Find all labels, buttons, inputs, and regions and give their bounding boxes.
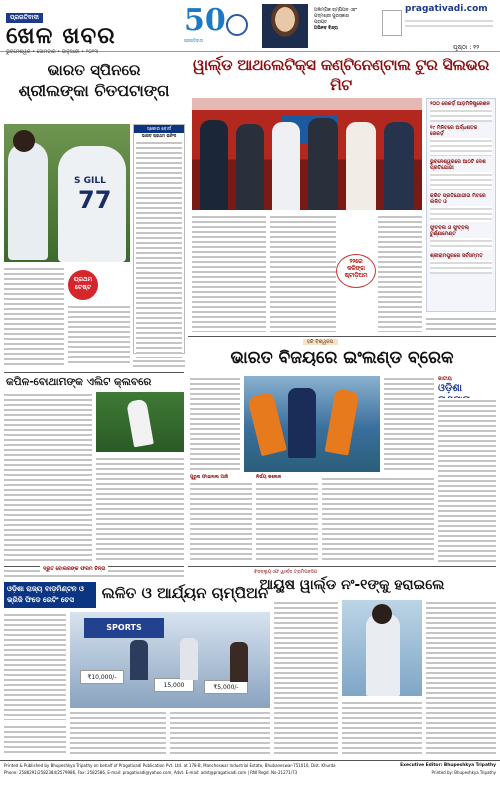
- sidebar-extra: [426, 316, 496, 332]
- lalit-story-col2: [70, 710, 166, 756]
- site-url[interactable]: pragativadi.com: [405, 4, 488, 14]
- mid-kicker-2: ନିର୍ଭୟ କଲେଜ: [256, 474, 318, 480]
- masthead: [0, 0, 500, 55]
- ad-caption: ଅଲିମ୍ପିକ ଚାମ୍ପିଅନ ଏବଂ ପଦ୍ମଶ୍ରୀ ପୁରସ୍କାର ପ୍ରାପ୍ତ ଅଭିନବ ବିନ୍ଦ୍ରା: [314, 8, 357, 31]
- executive-editor: Executive Editor: Bhupeshkya Tripathy: [400, 763, 496, 768]
- odisha-ghanta-story: [438, 398, 496, 562]
- digest-item: କ୍ରିଟ ପ୍ରତିଯୋଗୀତା ମିଟରେ ଲଳିତ ଓ: [430, 193, 486, 205]
- england-headline: ଭାରତ ବିଜୟରେ ଇଂଲଣ୍ଡ ବ୍ରେକ: [230, 348, 454, 368]
- prize-cheque: 15,000: [154, 678, 194, 692]
- jersey-number: 77: [78, 186, 112, 214]
- kalinga-callout: ୨୨ରେ କଳିଙ୍ଗ ଷ୍ଟାଡ଼ିଅମ: [336, 254, 376, 288]
- section-brand: [6, 4, 182, 55]
- fifty-number: 50: [184, 3, 226, 38]
- award-ceremony-photo: [70, 612, 270, 708]
- player-orange: [247, 392, 287, 457]
- hockey-kicker: ହକି ବିଶ୍ୱକପ: [303, 339, 338, 345]
- first-test-story-col1: [4, 266, 64, 366]
- spin-headline: ଭାରତ ସ୍ପିନରେ ଶ୍ରୀଲଙ୍କା ଚିତପଟାଙ୍ଗ: [18, 61, 170, 100]
- sports-hoarding: SPORTS: [84, 618, 164, 638]
- lalit-story-col3: [170, 710, 270, 756]
- jadeja-photo: [96, 392, 184, 452]
- printer-line: Printed by: Bhupeshkya Tripathy: [431, 770, 496, 775]
- athletics-story-col3: [378, 214, 422, 332]
- jersey-name: S GILL: [74, 176, 106, 186]
- zonal-kicker: ଜାତୀୟ: [438, 376, 452, 382]
- qr-code-icon: [382, 10, 402, 36]
- athletics-headline: ୱାର୍ଲ୍ଡ ଆଥଲେଟିକ୍ସ କଣ୍ଟିନେଣ୍ଟାଲ ଟୁର ସିଲଭର ମିଟ: [192, 56, 489, 94]
- digest-item: ୧୯ ମିନିଟରେ ଅର୍ଦ୍ଧଶତକ ରେକର୍ଡ଼: [430, 125, 478, 137]
- page-number: ପୃଷ୍ଠା : ୧୨: [453, 44, 480, 51]
- mid-story-col3: [322, 476, 434, 562]
- cricket-photo: [4, 124, 130, 262]
- odisha-chess-banner: ଓଡ଼ିଶା ରାଜ୍ୟ ବାଡ଼ମିଣ୍ଟନ ଓ ଭ୍ରିଜି ଫିଡେ ରେଟିଂ ଚେସ: [4, 582, 96, 608]
- ayush-story-col3: [426, 600, 496, 756]
- section-title: ଖେଳ ଖବର: [6, 23, 116, 49]
- ayush-headline: ଆୟୁଷ ୱାର୍ଲ୍ଡ ନଂ-୧ଙ୍କୁ ହରାଇଲେ: [259, 577, 445, 593]
- ad-portrait-photo: [262, 4, 308, 48]
- hockey-story-col1: [190, 376, 240, 472]
- lalit-story-col1: [4, 612, 66, 720]
- digest-item: ଫୁଟବଲ ଓ ଫୁଟ୍ବଲ୍ ଟୁର୍ଣ୍ଣାମେଣ୍ଟ: [430, 225, 469, 237]
- mid-kicker: ପୁରୁଷ ଫାଇନାଲ ଆଜି: [190, 474, 252, 480]
- player-figure-left: [8, 142, 48, 260]
- scorecard: ସ୍କୋର ବୋର୍ଡ ଭାରତ ପ୍ରଥମ ଇନିଂସ: [133, 124, 185, 354]
- bowler-kicker: ଦ୍ରୁତ ବୋଲରଙ୍କ ଫରମ ଚିନ୍ତା: [40, 566, 108, 572]
- news-digest-sidebar: [426, 98, 496, 312]
- athletics-story-col2: [270, 214, 336, 332]
- first-test-badge: ପ୍ରଥମ ଟେଷ୍ଟ: [68, 270, 98, 300]
- social-icons: [405, 18, 493, 30]
- ayush-story-col2: [342, 700, 422, 756]
- hockey-photo: [244, 376, 380, 472]
- mid-story-col1: [190, 476, 252, 562]
- kapil-story-col2: [96, 456, 184, 562]
- digest-item: ଭୁବନେଶ୍ୱରରେ ଆଠଟି ଦେଶ ପ୍ରତିଯୋଗୀ: [430, 159, 486, 171]
- hockey-story-col3: [384, 376, 434, 472]
- athletics-event-photo: [192, 98, 422, 210]
- date-line: ଭୁବନେଶ୍ୱର • ସୋମବାର • ଜାନୁଆରୀ • ୨୦୨୩: [6, 49, 99, 55]
- fifty-sub: ପ୍ରଗତିବାଦୀ: [184, 38, 204, 43]
- first-test-story-col2: [68, 304, 130, 366]
- prize-cheque: ₹5,000/-: [204, 680, 248, 694]
- badminton-kicker: ବିଡବ୍ଲ୍ୟୁଏଫ ୱାର୍ଲ୍ଡ ଟ୍ରାମିପନସିପ: [254, 570, 318, 575]
- ayush-story-col1: [274, 600, 338, 756]
- imprint-line: Printed & Published by Bhupeshkya Tripathy on behalf of Pragativadi Publication Pvt. Ltd. at 178-B, Mancheswar Industrial Estate, Bhubaneswar-751010, Dist. Khurda: [4, 763, 336, 768]
- prize-cheque: ₹10,000/-: [80, 670, 124, 684]
- digest-item: ଶ୍ରୀରାମପୁରରେ ସର୍ବସମ୍ମତ: [430, 253, 483, 259]
- kapil-story-col1: [4, 392, 92, 562]
- first-test-story-col3: [133, 358, 185, 368]
- digest-item: ୨୦୦ ରେକର୍ଡ଼ ଆଡ଼ମିନିଷ୍ଟ୍ରେଶନ: [430, 101, 490, 107]
- mid-story-col2: [256, 476, 318, 562]
- odisha-ghanta-headline: ଓଡ଼ିଶା: [438, 383, 463, 394]
- kapil-headline: କପିଳ-ବୋଥାମଙ୍କ ଏଲିଟ କ୍ଲବରେ: [6, 376, 152, 388]
- player-navy: [288, 388, 316, 458]
- emblem-icon: [226, 14, 248, 36]
- brand-tag: ପ୍ରଗତିବାଦୀ: [6, 13, 43, 23]
- contact-line: Phone: 2588291/2582384/2579986, Fax: 2582586, E-mail: pragativadi@yahoo.com, Advt. E-mail: advt@pragativadi.com | RNI Regd. No-21271/73: [4, 770, 298, 775]
- lalit-story-col1b: [4, 724, 66, 756]
- athletics-story-col1: [192, 214, 266, 332]
- fifty-years-logo: [184, 3, 224, 43]
- ayush-photo: [342, 600, 422, 696]
- lalit-headline: ଲଳିତ ଓ ଆର୍ଯ୍ୟନ ଚାମ୍ପିଅନ: [101, 584, 269, 602]
